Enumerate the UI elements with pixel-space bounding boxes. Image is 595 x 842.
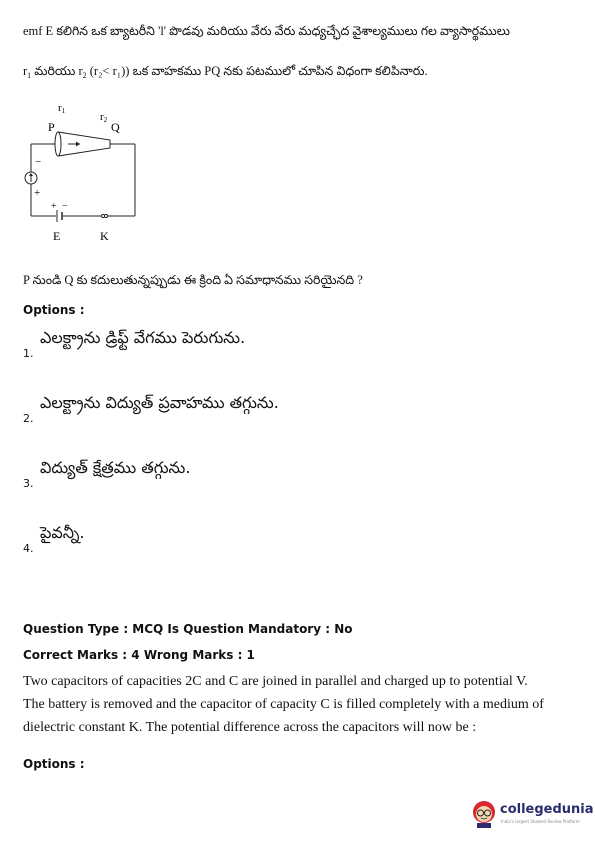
option-1-text: ఎలక్ట్రాను డ్రిఫ్ట్ వేగము పెరుగును.	[40, 328, 246, 347]
option-4-text: పైవన్నీ.	[40, 523, 85, 542]
option-2-text: ఎలక్ట్రాను విద్యుత్ ప్రవాహము తగ్గును.	[40, 393, 279, 412]
r1-symbol: r	[23, 64, 28, 78]
label-q: Q	[111, 120, 120, 134]
line-2-rest: (r₂< r₁)) ఒక వాహకము PQ నకు పటములో చూపిన విధంగా కలిపినారు.	[86, 64, 428, 78]
conductor-pq	[58, 132, 110, 156]
question-2-marks: Correct Marks : 4 Wrong Marks : 1	[23, 648, 255, 662]
label-battery-minus: −	[62, 201, 68, 212]
current-arrow-head	[76, 142, 80, 147]
question-1-prompt: P నుండి Q కు కదులుతున్నప్పుడు ఈ క్రింది ఏ సమాధానము సరియైనది ?	[23, 273, 363, 287]
conductor-end-p	[55, 132, 61, 156]
label-meter-plus: +	[34, 187, 41, 199]
label-battery-plus: +	[51, 201, 57, 212]
question-2-type: Question Type : MCQ Is Question Mandatory : No	[23, 622, 353, 636]
options-label-1: Options :	[23, 303, 85, 317]
option-1-number: 1.	[23, 347, 34, 360]
option-4-number: 4.	[23, 542, 34, 555]
label-r2: r2	[100, 111, 108, 124]
question-2-line-3: dielectric constant K. The potential difference across the capacitors will now be :	[23, 720, 477, 735]
circuit-figure	[18, 100, 148, 250]
options-label-2: Options :	[23, 757, 85, 771]
label-e: E	[53, 229, 61, 243]
option-3-number: 3.	[23, 477, 34, 490]
question-2-line-2: The battery is removed and the capacitor of capacity C is filled completely with a medium of	[23, 697, 544, 712]
question-1-line-2	[23, 63, 428, 84]
logo-name: collegedunia	[500, 802, 594, 817]
option-2-number: 2.	[23, 412, 34, 425]
label-r1: r1	[58, 102, 66, 115]
label-k: K	[100, 229, 109, 243]
key-right-contact	[104, 214, 107, 217]
question-1-line-1: emf E కలిగిన ఒక బ్యాటరీని 'l' పొడవు మరియు వేరు వేరు మధ్యచ్ఛేద వైశాల్యములు గల వ్యాసార్థములు	[23, 24, 510, 38]
label-p: P	[48, 120, 55, 134]
option-3-text: విద్యుత్ క్షేత్రము తగ్గును.	[40, 458, 191, 477]
mascot-icon	[470, 798, 498, 828]
r2-subscript: 2	[82, 71, 87, 80]
question-2-line-1: Two capacitors of capacities 2C and C are joined in parallel and charged up to potential V.	[23, 674, 528, 689]
r1-subscript: 1	[27, 71, 32, 80]
line-2-and: మరియు r	[31, 64, 83, 78]
logo-tagline: India's largest Student Review Platform	[501, 819, 580, 824]
label-meter-minus: −	[35, 156, 42, 168]
question-2-text	[23, 670, 583, 739]
mascot-body	[477, 823, 491, 828]
collegedunia-logo	[470, 798, 594, 834]
mascot-face	[476, 806, 492, 822]
